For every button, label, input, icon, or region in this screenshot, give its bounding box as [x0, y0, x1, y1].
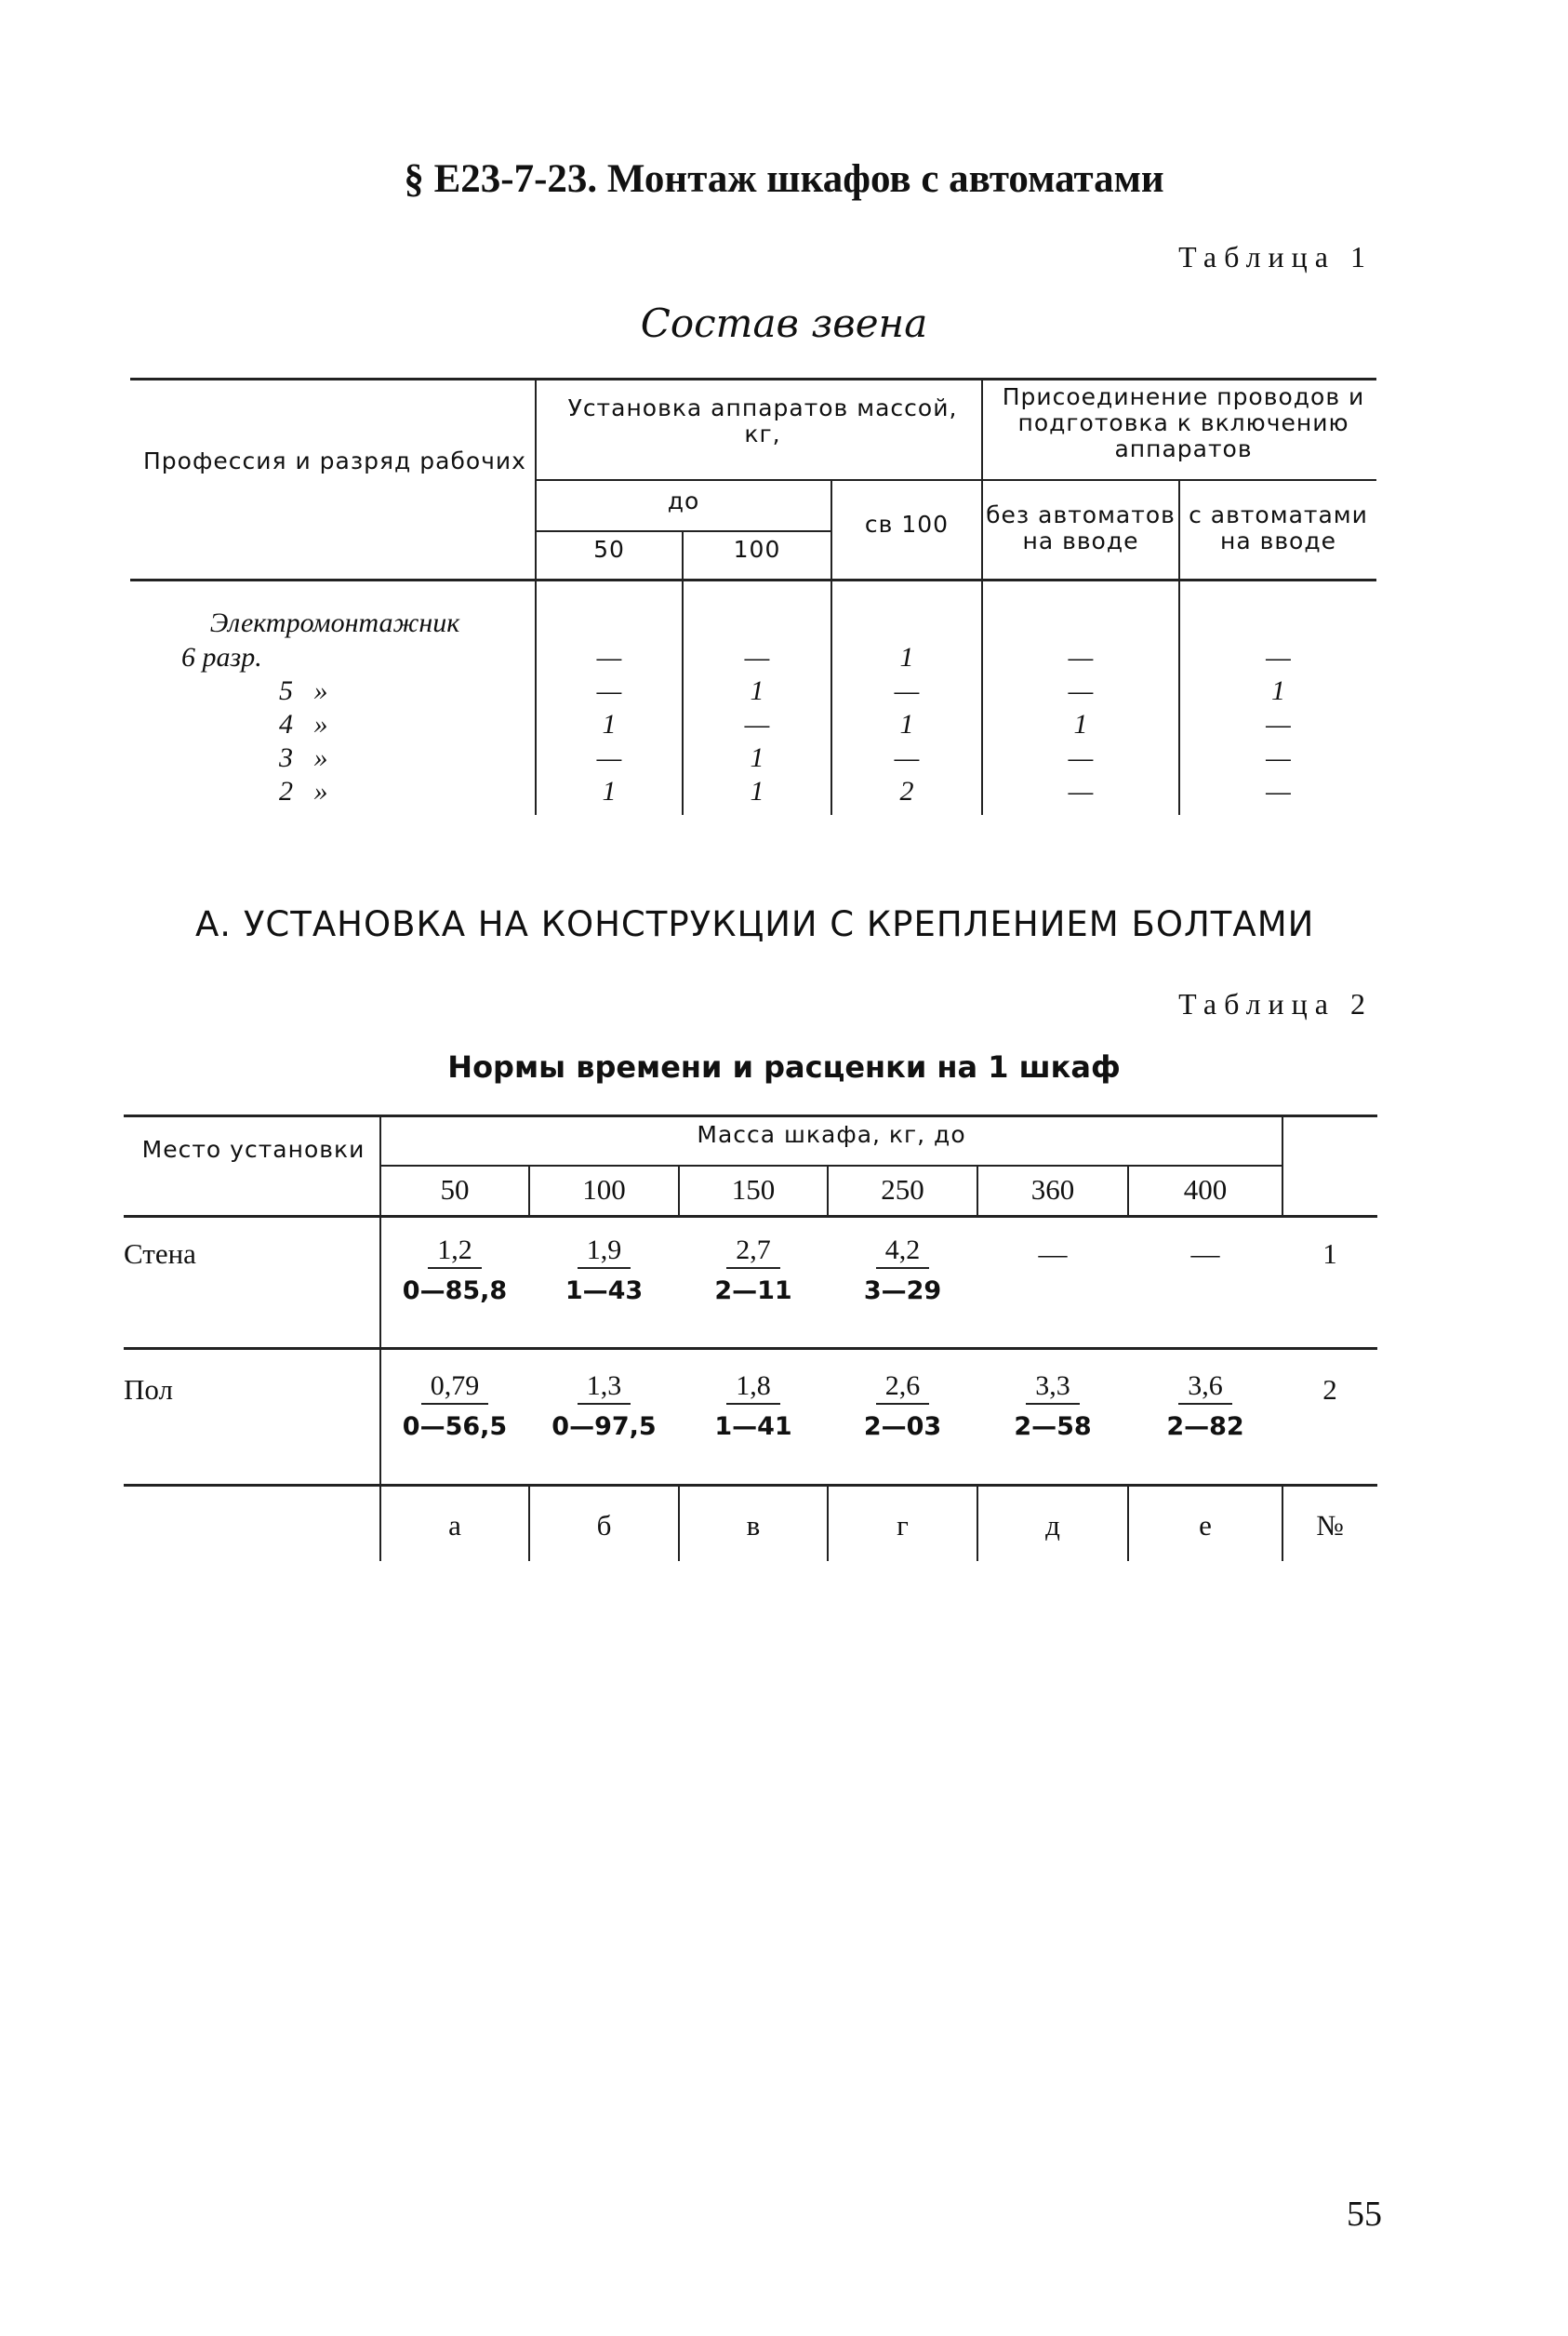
profession-title: Электромонтажник [209, 607, 460, 638]
header-100: 100 [733, 536, 781, 563]
cell: — [1266, 642, 1291, 673]
cell: — [596, 742, 622, 773]
table1-caption: Состав звена [640, 300, 928, 346]
cell: — [1068, 776, 1094, 807]
mass-col: 250 [881, 1173, 924, 1206]
mass-col: 400 [1183, 1173, 1228, 1206]
header-sv100: св 100 [864, 511, 950, 538]
column-number-label: № [1316, 1509, 1344, 1542]
norm-cell: $\frac{1,2}{0—85,8}$ [402, 1235, 508, 1305]
page-number: 55 [1347, 2195, 1382, 2234]
mass-col: 50 [440, 1173, 470, 1206]
cell: — [744, 642, 770, 673]
table1-label: Таблица 1 [1178, 240, 1373, 274]
header-profession: Профессия и разряд рабочих [143, 447, 526, 474]
header-connect: Присоединение проводов и подготовка к включению аппаратов [1002, 383, 1365, 462]
column-letter: б [596, 1509, 612, 1542]
norm-cell: $\frac{1,9}{1—43}$ [565, 1235, 644, 1305]
cell: 1 [602, 709, 617, 740]
cell: 1 [750, 675, 764, 706]
norm-cell: — [1190, 1237, 1220, 1270]
header-place: Место установки [141, 1136, 365, 1163]
cell: — [596, 642, 622, 673]
mass-col: 150 [731, 1173, 776, 1206]
row-number: 2 [1322, 1373, 1337, 1406]
cell: 1 [750, 742, 764, 773]
header-no-auto: без автоматов на вводе [986, 501, 1176, 554]
cell: — [1266, 742, 1291, 773]
place-label: Пол [124, 1373, 173, 1406]
cell: — [1068, 642, 1094, 673]
cell: 1 [602, 776, 617, 807]
cell: — [1068, 675, 1094, 706]
cell: — [1266, 776, 1291, 807]
grade: 5 » [279, 675, 328, 706]
mass-col: 360 [1030, 1173, 1075, 1206]
grade: 2 » [279, 776, 328, 807]
norm-cell: $\frac{1,3}{0—97,5}$ [551, 1370, 657, 1441]
cell: — [1266, 709, 1291, 740]
place-label: Стена [124, 1237, 196, 1270]
header-with-auto: с автоматами на вводе [1189, 501, 1368, 554]
cell: — [1068, 742, 1094, 773]
column-letter: д [1045, 1509, 1060, 1542]
cell: 2 [899, 776, 914, 807]
grade: 4 » [279, 709, 328, 740]
cell: 1 [1073, 709, 1088, 740]
table2-label: Таблица 2 [1178, 987, 1373, 1021]
cell: — [744, 709, 770, 740]
cell: 1 [899, 642, 914, 673]
norm-cell: $\frac{2,6}{2—03}$ [863, 1370, 942, 1441]
column-letter: е [1199, 1509, 1212, 1542]
table2-caption: Нормы времени и расценки на 1 шкаф [447, 1049, 1121, 1085]
header-do: до [667, 487, 700, 514]
grade: 6 разр. [181, 642, 262, 673]
mass-col: 100 [582, 1173, 626, 1206]
cell: — [596, 675, 622, 706]
page-title: § Е23-7-23. Монтаж шкафов с автоматами [404, 157, 1164, 201]
column-letter: в [746, 1509, 761, 1542]
norm-cell: $\frac{4,2}{3—29}$ [863, 1235, 942, 1305]
header-50: 50 [593, 536, 625, 563]
norm-cell: $\frac{3,3}{2—58}$ [1014, 1370, 1092, 1441]
grade: 3 » [279, 742, 328, 773]
section-heading: А. УСТАНОВКА НА КОНСТРУКЦИИ С КРЕПЛЕНИЕМ БОЛТАМИ [195, 904, 1315, 944]
norm-cell: $\frac{1,8}{1—41}$ [714, 1370, 792, 1441]
header-install: Установка аппаратов массой, кг, [567, 394, 958, 447]
cell: — [894, 742, 920, 773]
column-letter: г [897, 1509, 909, 1542]
header-mass: Масса шкафа, кг, до [697, 1121, 966, 1148]
norm-cell: — [1038, 1237, 1068, 1270]
row-number: 1 [1322, 1237, 1337, 1270]
column-letter: а [448, 1509, 461, 1542]
cell: 1 [1271, 675, 1285, 706]
norm-cell: $\frac{2,7}{2—11}$ [714, 1235, 792, 1305]
cell: 1 [750, 776, 764, 807]
norm-cell: $\frac{3,6}{2—82}$ [1166, 1370, 1244, 1441]
cell: — [894, 675, 920, 706]
cell: 1 [899, 709, 914, 740]
norm-cell: $\frac{0,79}{0—56,5}$ [402, 1370, 508, 1441]
